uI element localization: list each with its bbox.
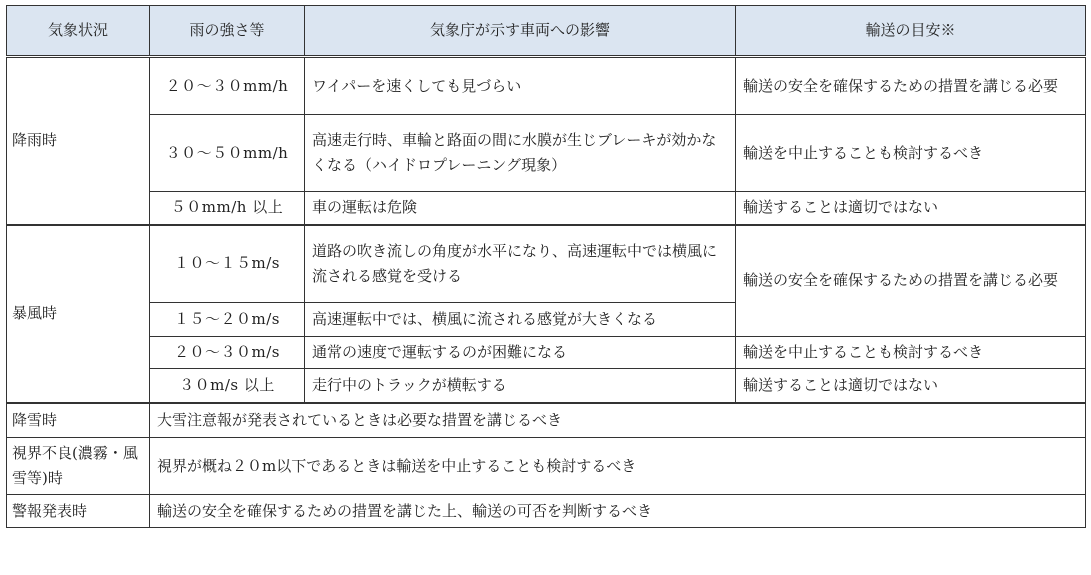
table-row xyxy=(7,337,1086,369)
visibility-guideline: 視界が概ね２０m以下であるときは輸送を中止することも検討するべき xyxy=(150,438,1086,495)
intensity-cell: １０～１５m/s xyxy=(150,225,305,303)
condition-visibility: 視界不良(濃霧・風雪等)時 xyxy=(7,438,150,495)
effect-cell: 高速運転中では、横風に流される感覚が大きくなる xyxy=(305,303,736,337)
effect-cell: ワイパーを速くしても見づらい xyxy=(305,57,736,115)
effect-cell: 車の運転は危険 xyxy=(305,192,736,225)
effect-cell: 走行中のトラックが横転する xyxy=(305,369,736,403)
weather-transport-guideline-table xyxy=(6,5,1085,528)
guideline-cell: 輸送することは適切ではない xyxy=(736,192,1086,225)
intensity-cell: ３０m/s 以上 xyxy=(150,369,305,403)
guideline-table xyxy=(6,5,1086,528)
table-row xyxy=(7,115,1086,192)
intensity-cell: ２０～３０m/s xyxy=(150,337,305,369)
table-row xyxy=(7,57,1086,115)
header-effect: 気象庁が示す車両への影響 xyxy=(305,6,736,57)
effect-cell: 通常の速度で運転するのが困難になる xyxy=(305,337,736,369)
snow-guideline: 大雪注意報が発表されているときは必要な措置を講じるべき xyxy=(150,403,1086,438)
header-intensity: 雨の強さ等 xyxy=(150,6,305,57)
table-row xyxy=(7,192,1086,225)
effect-cell: 道路の吹き流しの角度が水平になり、高速運転中では横風に流される感覚を受ける xyxy=(305,225,736,303)
table-row xyxy=(7,438,1086,495)
header-row xyxy=(7,6,1086,57)
table-row xyxy=(7,403,1086,438)
condition-snow: 降雪時 xyxy=(7,403,150,438)
effect-cell: 高速走行時、車輪と路面の間に水膜が生じブレーキが効かなくなる（ハイドロプレーニング現象） xyxy=(305,115,736,192)
intensity-cell: １５～２０m/s xyxy=(150,303,305,337)
intensity-cell: ２０～３０mm/h xyxy=(150,57,305,115)
guideline-cell: 輸送を中止することも検討するべき xyxy=(736,337,1086,369)
guideline-cell-merged: 輸送の安全を確保するための措置を講じる必要 xyxy=(736,225,1086,337)
condition-rain: 降雨時 xyxy=(7,57,150,225)
guideline-cell: 輸送の安全を確保するための措置を講じる必要 xyxy=(736,57,1086,115)
guideline-cell: 輸送することは適切ではない xyxy=(736,369,1086,403)
table-row xyxy=(7,225,1086,303)
intensity-cell: ３０～５０mm/h xyxy=(150,115,305,192)
guideline-cell: 輸送を中止することも検討するべき xyxy=(736,115,1086,192)
table-row xyxy=(7,369,1086,403)
warning-guideline: 輸送の安全を確保するための措置を講じた上、輸送の可否を判断するべき xyxy=(150,495,1086,528)
condition-storm: 暴風時 xyxy=(7,225,150,403)
header-guideline: 輸送の目安※ xyxy=(736,6,1086,57)
table-row xyxy=(7,495,1086,528)
intensity-cell: ５０mm/h 以上 xyxy=(150,192,305,225)
header-condition: 気象状況 xyxy=(7,6,150,57)
condition-warning: 警報発表時 xyxy=(7,495,150,528)
